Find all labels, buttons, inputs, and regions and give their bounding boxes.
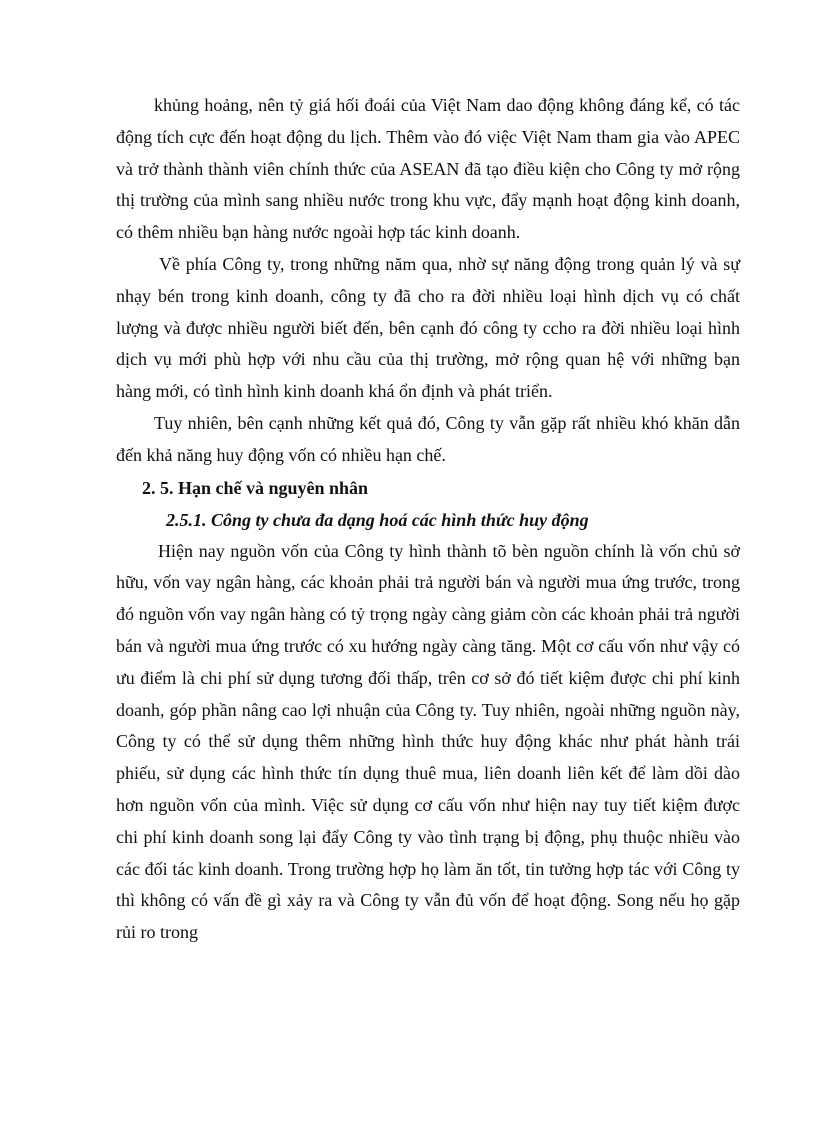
paragraph-main: Hiện nay nguồn vốn của Công ty hình thành tõ bèn nguồn chính là vốn chủ sở hữu, vốn vay ngân hàng, các khoản phải trả người bán và người mua ứng trước, trong đó nguồn vốn vay ngân hàng có tỷ trọng ngày càng giảm còn các khoản phải trả người bán và người mua ứng trước có xu hướng ngày càng tăng. Một cơ cấu vốn như vậy có ưu điểm là chi phí sử dụng tương đối thấp, trên cơ sở đó tiết kiệm được chi phí kinh doanh, góp phần nâng cao lợi nhuận của Công ty. Tuy nhiên, ngoài những nguồn này, Công ty có thể sử dụng thêm những hình thức huy động khác như phát hành trái phiếu, sử dụng các hình thức tín dụng thuê mua, liên doanh liên kết để làm dồi dào hơn nguồn vốn của mình. Việc sử dụng cơ cấu vốn như hiện nay tuy tiết kiệm được chi phí kinh doanh song lại đẩy Công ty vào tình trạng bị động, phụ thuộc nhiều vào các đối tác kinh doanh. Trong trường hợp họ làm ăn tốt, tin tưởng hợp tác với Công ty thì không có vấn đề gì xảy ra và Công ty vẫn đủ vốn để hoạt động. Song nếu họ gặp rủi ro trong (116, 540, 740, 943)
section-heading: 2. 5. Hạn chế và nguyên nhân (142, 477, 369, 498)
paragraph-intro-1: khủng hoảng, nên tỷ giá hối đoái của Việt Nam dao động không đáng kể, có tác động tích cực đến hoạt động du lịch. Thêm vào đó việc Việt Nam tham gia vào APEC và trở thành thành viên chính thức của ASEAN đã tạo điều kiện cho Công ty mở rộng thị trường của mình sang nhiều nước trong khu vực, đẩy mạnh hoạt động kinh doanh, có thêm nhiều bạn hàng nước ngoài hợp tác kinh doanh. (116, 95, 740, 243)
paragraph-intro-2: Về phía Công ty, trong những năm qua, nhờ sự năng động trong quản lý và sự nhạy bén trong kinh doanh, công ty đã cho ra đời nhiều loại hình dịch vụ có chất lượng và được nhiều người biết đến, bên cạnh đó công ty ccho ra đời nhiều loại hình dịch vụ mới phù hợp với nhu cầu của thị trường, mở rộng quan hệ với những bạn hàng mới, có tình hình kinh doanh khá ổn định và phát triển. (116, 253, 740, 402)
subsection-heading: 2.5.1. Công ty chưa đa dạng hoá các hình thức huy động (166, 509, 589, 530)
paragraph-intro-3: Tuy nhiên, bên cạnh những kết quả đó, Công ty vẫn gặp rất nhiều khó khăn dẫn đến khả năng huy động vốn có nhiều hạn chế. (116, 412, 740, 465)
document-page (116, 90, 740, 949)
